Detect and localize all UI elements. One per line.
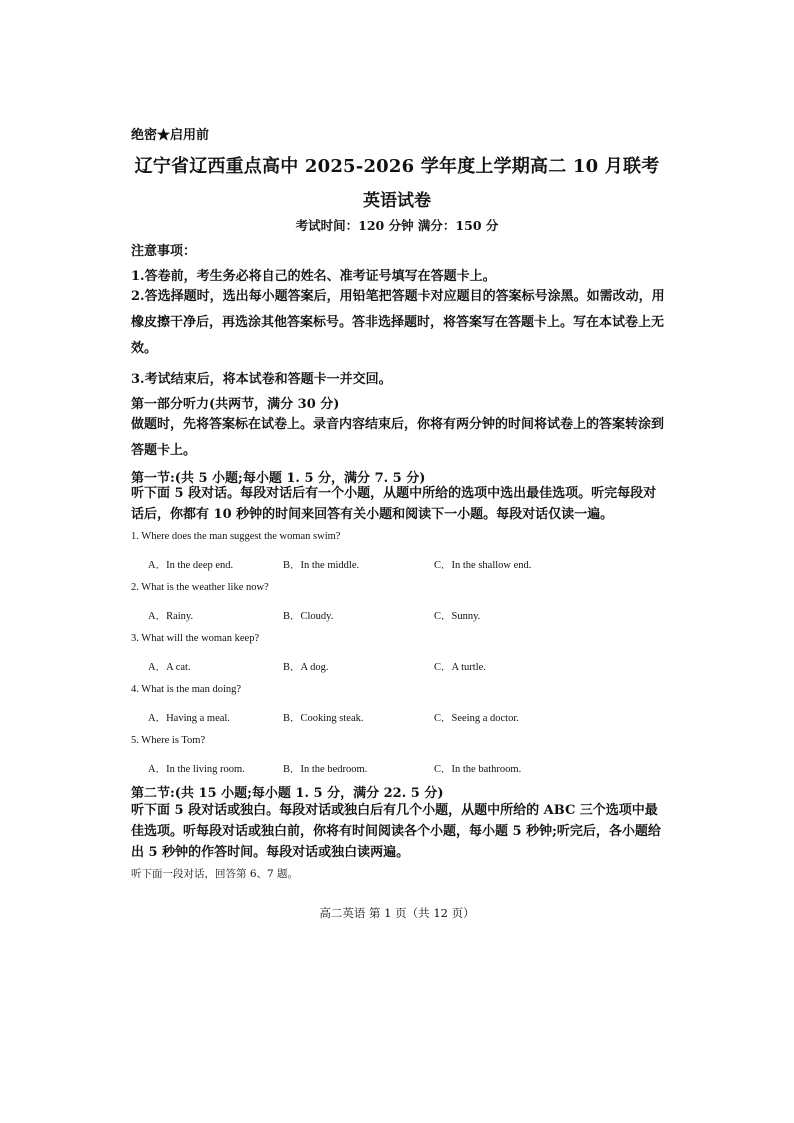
note-item-3: 3.考试结束后，将本试卷和答题卡一并交回。 xyxy=(131,372,392,387)
question-stem: 1. Where does the man suggest the woman swim? xyxy=(131,531,341,542)
option-b: B．Cloudy. xyxy=(283,611,334,622)
option-a: A．A cat. xyxy=(148,662,191,673)
option-c: C．A turtle. xyxy=(434,662,486,673)
note-item-1: 1.答卷前，考生务必将自己的姓名、准考证号填写在答题卡上。 xyxy=(131,269,496,284)
notes-heading: 注意事项： xyxy=(131,244,197,259)
option-a: A．In the deep end. xyxy=(148,560,234,571)
option-b: B．In the middle. xyxy=(283,560,360,571)
part1-heading: 第一部分听力(共两节，满分 30 分) xyxy=(131,397,340,412)
option-b: B．A dog. xyxy=(283,662,329,673)
exam-title: 辽宁省辽西重点高中 2025-2026 学年度上学期高二 10 月联考 xyxy=(134,156,660,177)
option-b: B．Cooking steak. xyxy=(283,713,364,724)
option-c: C．Seeing a doctor. xyxy=(434,713,519,724)
section1-heading: 第一节:(共 5 小题;每小题 1. 5 分，满分 7. 5 分) xyxy=(131,471,426,486)
note-item-2: 2.答选择题时，选出每小题答案后，用铅笔把答题卡对应题目的答案标号涂黑。如需改动，用橡皮擦干净后，再选涂其他答案标号。答非选择题时，将答案写在答题卡上。写在本试卷上无效。 xyxy=(131,289,665,356)
option-c: C．In the shallow end. xyxy=(434,560,532,571)
option-b: B．In the bedroom. xyxy=(283,764,368,775)
page-footer: 高二英语 第 1 页（共 12 页） xyxy=(319,906,475,920)
option-a: A．Having a meal. xyxy=(148,713,230,724)
exam-time-score: 考试时间：120 分钟 满分：150 分 xyxy=(295,218,499,233)
question-stem: 4. What is the man doing? xyxy=(131,684,242,695)
exam-subtitle: 英语试卷 xyxy=(363,191,431,211)
part1-instructions: 做题时，先将答案标在试卷上。录音内容结束后，你将有两分钟的时间将试卷上的答案转涂到答题卡上。 xyxy=(131,417,665,458)
section1-instructions: 听下面 5 段对话。每段对话后有一个小题，从题中所给的选项中选出最佳选项。听完每段对话后，你都有 10 秒钟的时间来回答有关小题和阅读下一小题。每段对话仅读一遍。 xyxy=(131,486,657,522)
section2-heading: 第二节:(共 15 小题;每小题 1. 5 分，满分 22. 5 分) xyxy=(131,786,444,801)
question-stem: 3. What will the woman keep? xyxy=(131,633,260,644)
section2-instructions: 听下面 5 段对话或独白。每段对话或独白后有几个小题，从题中所给的 ABC 三个选项中最佳选项。听每段对话或独白前，你将有时间阅读各个小题，每小题 5 秒钟;听完后，各小题给出 5 秒钟的作答时间。每段对话或独白读两遍。 xyxy=(131,803,661,860)
confidential-label: 绝密★启用前 xyxy=(131,128,210,143)
section2-lead: 听下面一段对话，回答第 6、7 题。 xyxy=(131,868,299,880)
question-stem: 2. What is the weather like now? xyxy=(131,582,269,593)
option-c: C．Sunny. xyxy=(434,611,481,622)
option-a: A．In the living room. xyxy=(148,764,245,775)
question-stem: 5. Where is Tom? xyxy=(131,735,206,746)
option-c: C．In the bathroom. xyxy=(434,764,522,775)
option-a: A．Rainy. xyxy=(148,611,194,622)
